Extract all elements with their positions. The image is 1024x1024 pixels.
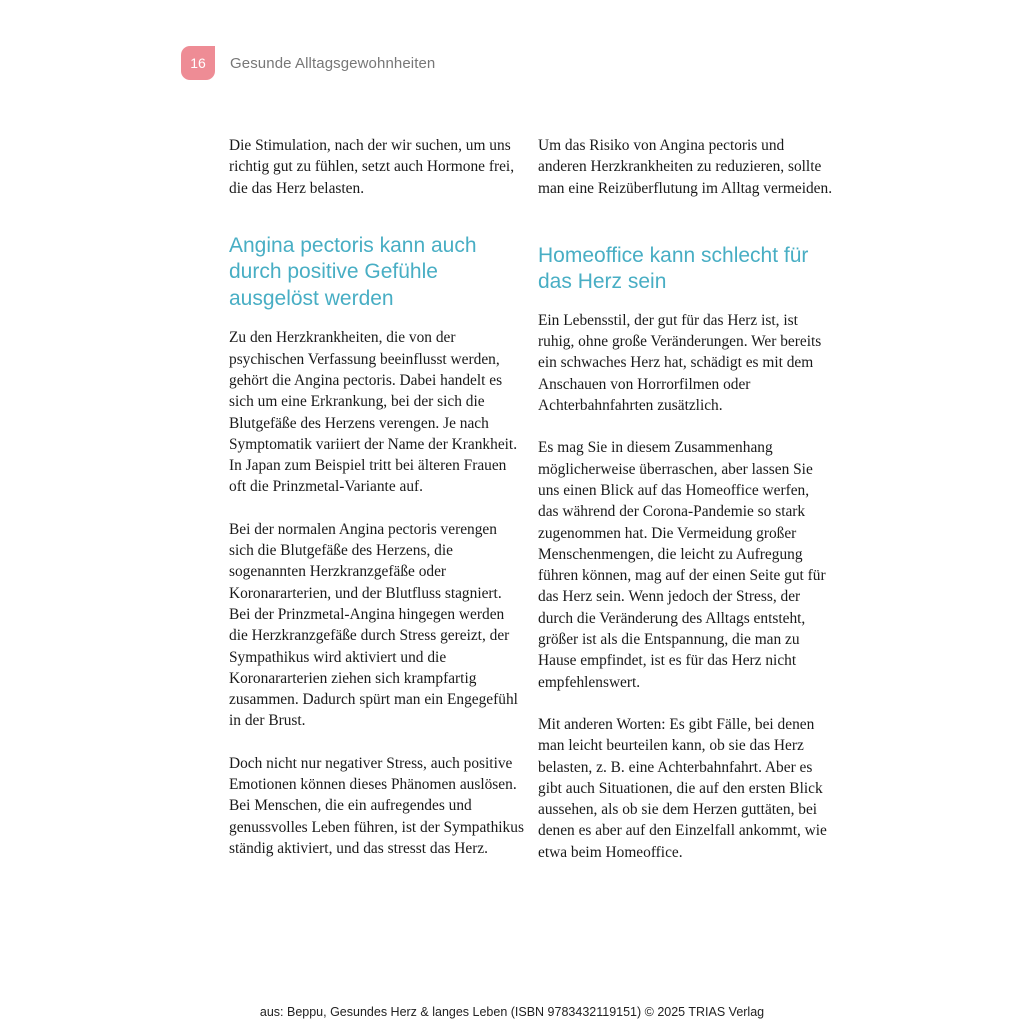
right-column	[538, 135, 833, 863]
page-number-badge: 16	[181, 46, 215, 80]
page-header	[181, 46, 435, 80]
left-paragraph-1: Zu den Herzkrankheiten, die von der psychischen Verfassung beeinflusst werden, gehört die Angina pectoris. Dabei handelt es sich um eine Erkrankung, bei der sich die Blutgefäße des Herzens verengen. Je nach Symptomatik variiert der Name der Krankheit. In Japan zum Beispiel tritt bei älteren Frauen oft die Prinzmetal-Variante auf.	[229, 329, 518, 496]
source-footer: aus: Beppu, Gesundes Herz & langes Leben (ISBN 9783432119151) © 2025 TRIAS Verlag	[259, 1005, 765, 1019]
left-section-heading: Angina pectoris kann auch durch positive Gefühle ausgelöst werden	[229, 233, 477, 310]
left-paragraph-2: Bei der normalen Angina pectoris verengen sich die Blutgefäße des Herzens, die sogenannten Herzkranzgefäße oder Koronararterien, und der Blutfluss stagniert. Bei der Prinzmetal-Angina hingegen werden die Herzkranzgefäße durch Stress gereizt, der Sympathikus wird aktiviert und die Koronararterien ziehen sich krampfartig zusammen. Dadurch spürt man ein Engegefühl in der Brust.	[229, 520, 518, 730]
left-column	[229, 135, 524, 859]
right-paragraph-2: Es mag Sie in diesem Zusammenhang möglicherweise überraschen, aber lassen Sie uns einen Blick auf das Homeoffice werfen, das während der Corona-Pandemie so stark zugenommen hat. Die Vermeidung großer Menschenmengen, die leicht zu Aufregung führen können, mag auf der einen Seite gut für das Herz sein. Wenn jedoch der Stress, der durch die Veränderung des Alltags entsteht, größer ist als die Entspannung, die man zu Hause empfindet, ist es für das Herz nicht empfehlenswert.	[538, 439, 826, 691]
right-paragraph-1: Ein Lebensstil, der gut für das Herz ist, ist ruhig, ohne große Veränderungen. Wer bereits ein schwaches Herz hat, schädigt es mit dem Anschauen von Horrorfilmen oder Achterbahnfahrten zusätzlich.	[538, 311, 822, 415]
left-intro-paragraph: Die Stimulation, nach der wir suchen, um uns richtig gut zu fühlen, setzt auch Hormone frei, die das Herz belasten.	[229, 137, 515, 197]
right-paragraph-3: Mit anderen Worten: Es gibt Fälle, bei denen man leicht beurteilen kann, ob sie das Herz belasten, z. B. eine Achterbahnfahrt. Aber es gibt auch Situationen, die auf den ersten Blick aussehen, als ob sie dem Herzen guttäten, bei denen es aber auf den Einzelfall ankommt, wie etwa beim Homeoffice.	[538, 715, 827, 861]
right-section-heading: Homeoffice kann schlecht für das Herz sein	[538, 243, 809, 294]
right-intro-paragraph: Um das Risiko von Angina pectoris und anderen Herzkrankheiten zu reduzieren, sollte man eine Reizüberflutung im Alltag vermeiden.	[538, 137, 833, 197]
left-paragraph-3: Doch nicht nur negativer Stress, auch positive Emotionen können dieses Phänomen auslösen. Bei Menschen, die ein aufregendes und genussvolles Leben führen, ist der Sympathikus ständig aktiviert, und das stresst das Herz.	[229, 754, 524, 857]
running-title: Gesunde Alltagsgewohnheiten	[230, 54, 436, 72]
